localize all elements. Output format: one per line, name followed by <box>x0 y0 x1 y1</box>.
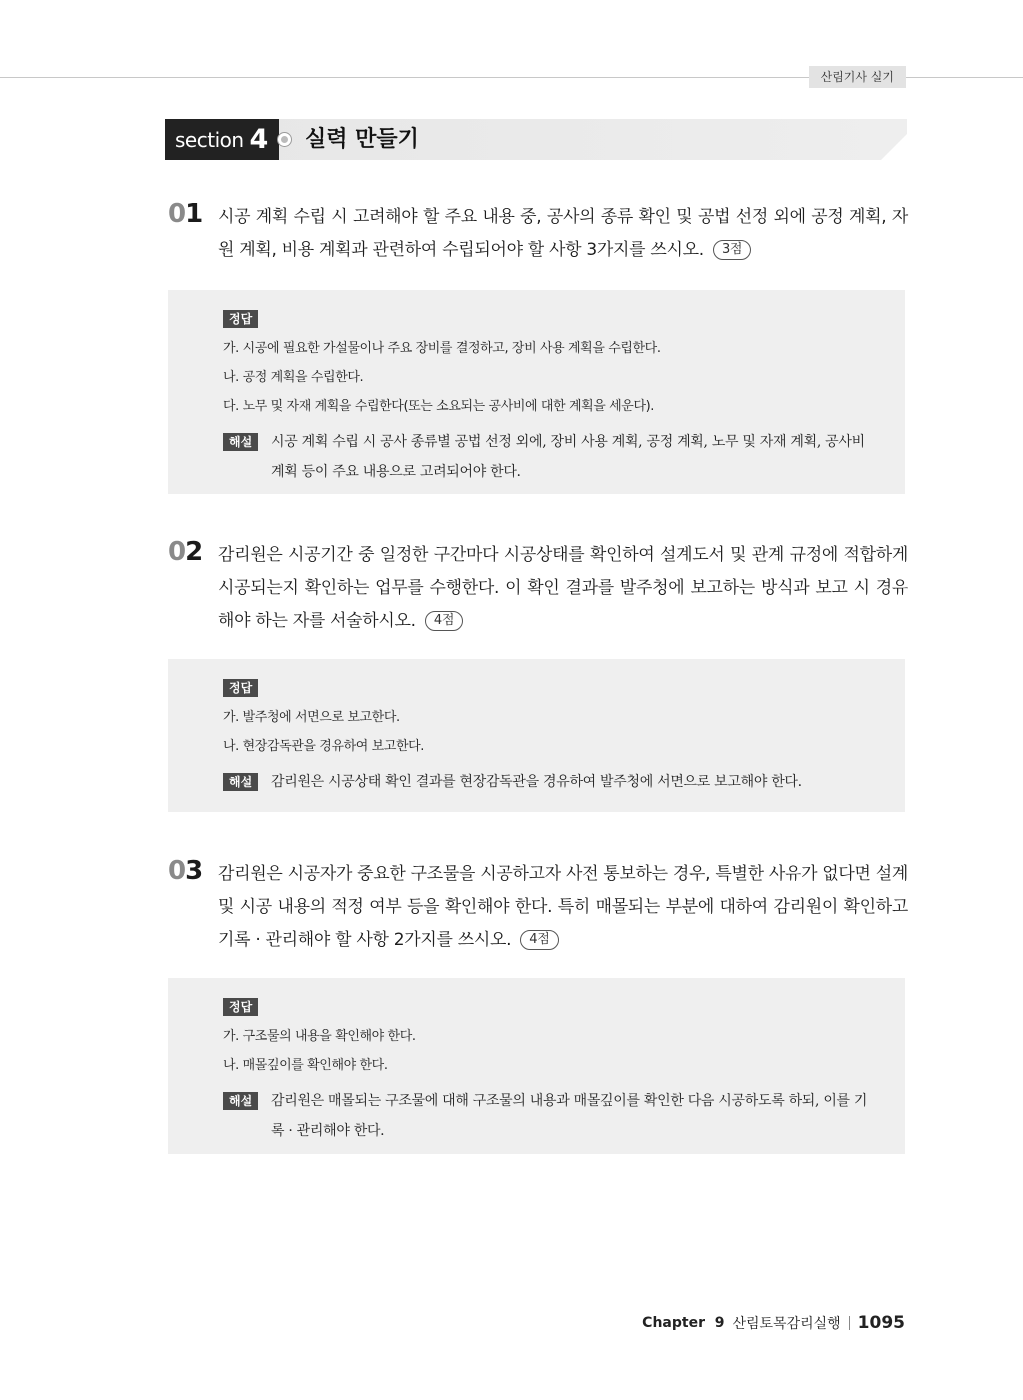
section-header <box>165 119 907 160</box>
section-label-box <box>165 119 279 160</box>
answer-line: 다. 노무 및 자재 계획을 수립한다(또는 소요되는 공사비에 대한 계획을 세운다). <box>223 399 655 414</box>
answer-box-3 <box>168 978 905 1154</box>
question-text: 감리원은 시공기간 중 일정한 구간마다 시공상태를 확인하여 설계도서 및 관계 규정에 적합하게 시공되는지 확인하는 업무를 수행한다. 이 확인 결과를 발주청에 보고하는 방식과 보고 시 경유해야 하는 자를 서술하시오. 4점 <box>218 545 908 631</box>
answer-box-2 <box>168 659 905 812</box>
question-2 <box>168 539 908 638</box>
explanation <box>223 1086 875 1146</box>
page-number: 1095 <box>857 1313 905 1333</box>
explanation-label: 해설 <box>223 1092 258 1110</box>
answer-line: 나. 공정 계획을 수립한다. <box>223 370 364 385</box>
answer-line: 나. 매몰깊이를 확인해야 한다. <box>223 1058 388 1073</box>
points-badge: 3점 <box>713 240 751 260</box>
chapter-label: Chapter 9 <box>642 1315 725 1331</box>
section-number: 4 <box>249 124 269 155</box>
question-number: 03 <box>168 856 203 886</box>
section-title: 실력 만들기 <box>305 127 419 152</box>
answer-line: 가. 시공에 필요한 가설물이나 주요 장비를 결정하고, 장비 사용 계획을 수립한다. <box>223 341 661 356</box>
explanation-text: 감리원은 시공상태 확인 결과를 현장감독관을 경유하여 발주청에 서면으로 보고해야 한다. <box>271 774 802 790</box>
answer-line: 가. 발주청에 서면으로 보고한다. <box>223 710 400 725</box>
question-number: 02 <box>168 537 203 567</box>
answer-line: 가. 구조물의 내용을 확인해야 한다. <box>223 1029 416 1044</box>
bullet-circle-icon <box>278 133 291 146</box>
points-badge: 4점 <box>520 930 558 950</box>
question-text: 시공 계획 수립 시 고려해야 할 주요 내용 중, 공사의 종류 확인 및 공법 선정 외에 공정 계획, 자원 계획, 비용 계획과 관련하여 수립되어야 할 사항 3가지를 쓰시오. 3점 <box>218 207 908 260</box>
corner-cut <box>881 134 907 160</box>
section-word: section <box>175 127 244 152</box>
question-3 <box>168 858 908 957</box>
answer-label: 정답 <box>223 998 258 1016</box>
answer-label: 정답 <box>223 310 258 328</box>
answer-label: 정답 <box>223 679 258 697</box>
explanation-text: 시공 계획 수립 시 공사 종류별 공법 선정 외에, 장비 사용 계획, 공정 계획, 노무 및 자재 계획, 공사비 계획 등이 주요 내용으로 고려되어야 한다. <box>271 434 865 480</box>
question-number: 01 <box>168 199 203 229</box>
answer-line: 나. 현장감독관을 경유하여 보고한다. <box>223 739 425 754</box>
explanation <box>223 427 875 487</box>
chapter-title: 산림토목감리실행 <box>732 1316 841 1332</box>
explanation-label: 해설 <box>223 773 258 791</box>
explanation-text: 감리원은 매몰되는 구조물에 대해 구조물의 내용과 매몰깊이를 확인한 다음 시공하도록 하되, 이를 기록 · 관리해야 한다. <box>271 1093 868 1139</box>
page-footer <box>642 1313 905 1333</box>
question-text: 감리원은 시공자가 중요한 구조물을 시공하고자 사전 통보하는 경우, 특별한 사유가 없다면 설계 및 시공 내용의 적정 여부 등을 확인해야 한다. 특히 매몰되는 부분에 대하여 감리원이 확인하고 기록 · 관리해야 할 사항 2가지를 쓰시오. 4점 <box>218 864 909 950</box>
answer-box-1 <box>168 290 905 494</box>
question-1 <box>168 201 908 267</box>
footer-divider <box>849 1316 850 1330</box>
explanation <box>223 767 875 797</box>
explanation-label: 해설 <box>223 433 258 451</box>
book-title-tag: 산림기사 실기 <box>809 66 906 88</box>
points-badge: 4점 <box>425 611 463 631</box>
